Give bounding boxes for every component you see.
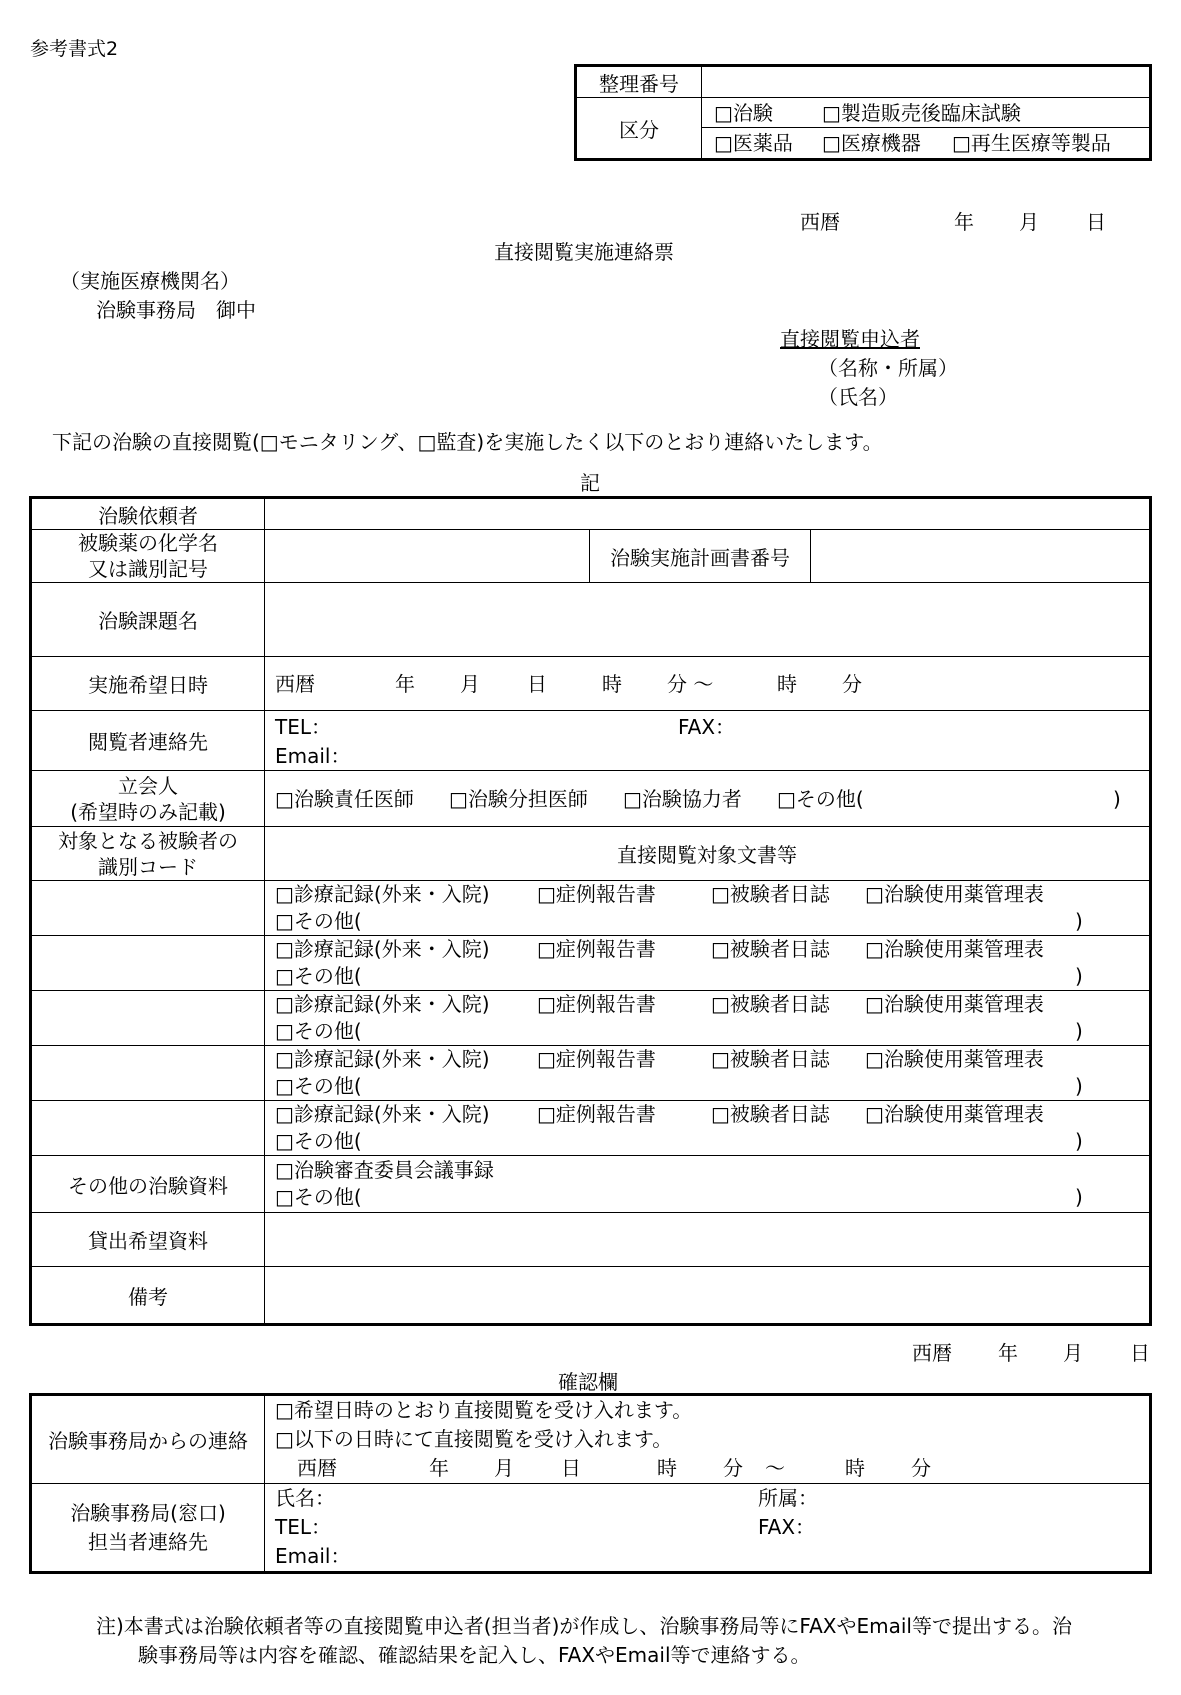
date-day: 日 [1086,210,1106,234]
subject-code-field[interactable] [31,1046,265,1101]
window-tel: TEL： [275,1515,331,1539]
window-name: 氏名： [275,1486,335,1510]
reference-box [574,64,1152,161]
window-fax: FAX： [758,1515,816,1539]
checkbox-drug-accountability[interactable]: □治験使用薬管理表 [865,992,1044,1016]
addressee-office: 治験事務局 御中 [96,298,256,322]
desired-datetime-label: 実施希望日時 [31,657,265,711]
cdt-hour: 時 [657,1456,677,1480]
subject-code-field[interactable] [31,936,265,991]
doc-other-close: ) [1075,909,1083,933]
doc-options [265,936,1151,991]
applicant-name: （氏名） [818,385,898,409]
other-materials-label: その他の治験資料 [31,1156,265,1213]
note-line2: 験事務局等は内容を確認、確認結果を記入し、FAXやEmail等で連絡する。 [138,1643,811,1667]
checkbox-irb-minutes[interactable]: □治験審査委員会議事録 [275,1158,494,1182]
doc-other-close: ) [1075,1129,1083,1153]
witness-label-line1: 立会人 [118,773,178,798]
date-day: 日 [1130,1341,1150,1365]
checkbox-accept-as-requested[interactable]: □希望日時のとおり直接閲覧を受け入れます。 [275,1398,693,1422]
drug-label-line2: 又は識別記号 [88,557,208,581]
remarks-label: 備考 [31,1267,265,1325]
form-reference: 参考書式2 [30,38,119,60]
doc-options [265,1101,1151,1156]
cdt-month: 月 [494,1456,514,1480]
lending-field[interactable] [265,1213,1151,1267]
subject-code-field[interactable] [31,881,265,936]
checkbox-case-report[interactable]: □症例報告書 [537,1047,656,1071]
checkbox-doc-other[interactable]: □その他( [275,909,362,933]
subject-code-field[interactable] [31,991,265,1046]
cdt-tilde: 〜 [765,1456,785,1480]
window-contact-label-line2: 担当者連絡先 [88,1529,208,1554]
checkbox-drug-accountability[interactable]: □治験使用薬管理表 [865,882,1044,906]
witness-label [31,771,265,827]
other-materials-field [265,1156,1151,1213]
checkbox-drug-accountability[interactable]: □治験使用薬管理表 [865,937,1044,961]
checkbox-doc-other[interactable]: □その他( [275,1074,362,1098]
checkbox-doc-other[interactable]: □その他( [275,964,362,988]
doc-row [31,991,1151,1046]
checkbox-subject-diary[interactable]: □被験者日誌 [711,992,830,1016]
window-email: Email： [275,1544,351,1568]
doc-other-close: ) [1075,1074,1083,1098]
doc-other-close: ) [1075,964,1083,988]
doc-row [31,881,1151,936]
cdt-minute: 分 [723,1456,743,1480]
reference-number-field[interactable] [702,66,1151,98]
protocol-number-field[interactable] [811,530,1151,583]
reference-number-label: 整理番号 [576,66,702,98]
dt-month: 月 [460,671,480,696]
cdt-year: 年 [429,1456,449,1480]
doc-options [265,991,1151,1046]
date-era: 西暦 [912,1341,952,1365]
contact-label: 閲覧者連絡先 [31,711,265,771]
doc-options [265,881,1151,936]
window-contact-label [31,1484,265,1573]
contact-field[interactable] [265,711,1151,771]
category-options [702,98,1151,160]
main-table [29,496,1152,1326]
alternate-datetime[interactable] [275,1454,1139,1483]
checkbox-case-report[interactable]: □症例報告書 [537,937,656,961]
dt-hour2: 時 [777,671,797,696]
date-bottom [912,1337,1150,1366]
doc-row [31,936,1151,991]
window-affiliation: 所属： [758,1486,818,1510]
ki-label: 記 [580,471,600,495]
contact-tel: TEL： [275,714,331,739]
desired-datetime-field[interactable] [265,657,1151,711]
date-top [800,206,1106,235]
date-month: 月 [1019,210,1039,234]
contact-fax: FAX： [678,714,736,739]
dt-minute2: 分 [842,671,862,696]
dt-minute: 分 〜 [667,671,714,696]
checkbox-subject-diary[interactable]: □被験者日誌 [711,937,830,961]
drug-label-line1: 被験薬の化学名 [78,531,218,555]
sponsor-field[interactable] [265,498,1151,530]
dt-day: 日 [527,671,547,696]
drug-field[interactable] [265,530,590,583]
cdt-era: 西暦 [297,1456,337,1480]
checkbox-sub-investigator[interactable]: □治験分担医師 [449,786,588,811]
office-contact-field [265,1395,1151,1484]
applicant-affiliation: （名称・所属） [818,356,958,380]
witness-label-line2: (希望時のみ記載) [70,799,226,824]
trial-title-label: 治験課題名 [31,583,265,657]
cdt-day: 日 [561,1456,581,1480]
witness-other-close: ) [1113,786,1121,811]
checkbox-case-report[interactable]: □症例報告書 [537,882,656,906]
applicant-heading: 直接閲覧申込者 [780,327,920,351]
checkbox-post-marketing-trial[interactable]: □製造販売後臨床試験 [822,100,1021,125]
trial-title-field[interactable] [265,583,1151,657]
dt-year: 年 [395,671,415,696]
dt-era: 西暦 [275,671,315,696]
lending-label: 貸出希望資料 [31,1213,265,1267]
checkbox-doc-other[interactable]: □その他( [275,1019,362,1043]
witness-field [265,771,1151,827]
sponsor-label: 治験依頼者 [31,498,265,530]
window-contact-label-line1: 治験事務局(窓口) [70,1500,226,1525]
doc-row [31,1046,1151,1101]
date-year: 年 [954,210,974,234]
subject-code-label-line1: 対象となる被験者の [58,828,238,853]
checkbox-doc-other[interactable]: □その他( [275,1129,362,1153]
checkbox-trial-coordinator[interactable]: □治験協力者 [623,786,742,811]
checkbox-subject-diary[interactable]: □被験者日誌 [711,1047,830,1071]
checkbox-materials-other[interactable]: □その他( [275,1185,362,1209]
remarks-field[interactable] [265,1267,1151,1325]
confirm-title: 確認欄 [558,1370,618,1394]
doc-other-close: ) [1075,1019,1083,1043]
cdt-hour2: 時 [845,1456,865,1480]
checkbox-subject-diary[interactable]: □被験者日誌 [711,882,830,906]
page-title: 直接閲覧実施連絡票 [494,240,674,264]
checkbox-medical-records[interactable]: □診療記録(外来・入院) [275,992,490,1016]
checkbox-medical-records[interactable]: □診療記録(外来・入院) [275,882,490,906]
checkbox-medical-records[interactable]: □診療記録(外来・入院) [275,1047,490,1071]
drug-label [31,530,265,583]
checkbox-accept-alternate[interactable]: □以下の日時にて直接閲覧を受け入れます。 [275,1427,673,1451]
checkbox-medical-records[interactable]: □診療記録(外来・入院) [275,1102,490,1126]
checkbox-regenerative-product[interactable]: □再生医療等製品 [952,130,1111,155]
subject-code-label [31,827,265,881]
subject-code-label-line2: 識別コード [98,854,198,879]
office-contact-label: 治験事務局からの連絡 [31,1395,265,1484]
contact-email: Email： [275,743,351,768]
checkbox-drug[interactable]: □医薬品 [714,130,793,155]
date-era: 西暦 [800,210,840,234]
cdt-minute2: 分 [911,1456,931,1480]
checkbox-clinical-trial[interactable]: □治験 [714,100,773,125]
date-year: 年 [998,1341,1018,1365]
checkbox-drug-accountability[interactable]: □治験使用薬管理表 [865,1102,1044,1126]
checkbox-investigator[interactable]: □治験責任医師 [275,786,414,811]
protocol-number-label: 治験実施計画書番号 [590,530,811,583]
note-line1: 注)本書式は治験依頼者等の直接閲覧申込者(担当者)が作成し、治験事務局等にFAXやEmail等で提出する。治 [96,1614,1072,1638]
confirm-table [29,1393,1152,1574]
checkbox-case-report[interactable]: □症例報告書 [537,992,656,1016]
materials-other-close: ) [1075,1185,1083,1209]
doc-options [265,1046,1151,1101]
date-month: 月 [1063,1341,1083,1365]
checkbox-medical-records[interactable]: □診療記録(外来・入院) [275,937,490,961]
subject-code-field[interactable] [31,1101,265,1156]
window-contact-field[interactable] [265,1484,1151,1573]
dt-hour: 時 [602,671,622,696]
intro-text: 下記の治験の直接閲覧(□モニタリング、□監査)を実施したく以下のとおり連絡いたします。 [52,430,883,454]
checkbox-case-report[interactable]: □症例報告書 [537,1102,656,1126]
addressee-institution: （実施医療機関名） [60,269,240,293]
checkbox-medical-device[interactable]: □医療機器 [822,130,921,155]
docs-header: 直接閲覧対象文書等 [265,827,1151,881]
checkbox-subject-diary[interactable]: □被験者日誌 [711,1102,830,1126]
doc-row [31,1101,1151,1156]
checkbox-witness-other[interactable]: □その他( [777,786,864,811]
category-label: 区分 [576,98,702,160]
checkbox-drug-accountability[interactable]: □治験使用薬管理表 [865,1047,1044,1071]
